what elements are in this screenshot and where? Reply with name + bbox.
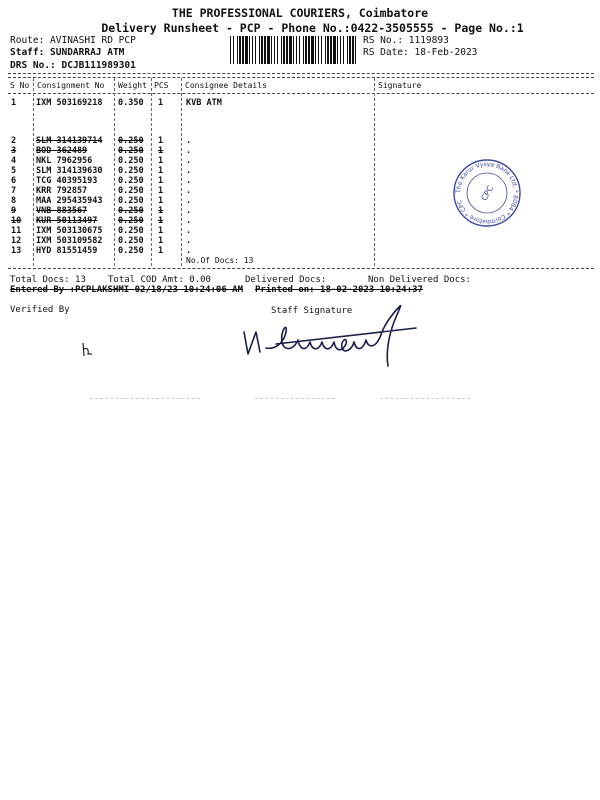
header-pcs: PCS (154, 81, 169, 90)
header-weight: Weight (118, 81, 147, 90)
barcode-bar (296, 36, 297, 64)
cell-weight: 0.350 (118, 98, 144, 108)
cell-weight: 0.250 (118, 146, 144, 156)
cell-sno: 7 (11, 186, 17, 196)
barcode-bar (299, 36, 300, 64)
cell-details: . (186, 146, 192, 156)
cell-details: . (186, 246, 192, 256)
barcode-bar (271, 36, 272, 64)
barcode-bar (325, 36, 326, 64)
barcode-bar (245, 36, 248, 64)
cell-sno: 2 (11, 136, 17, 146)
cell-pcs: 1 (158, 166, 164, 176)
cell-consignment: IXM 503169218 (36, 98, 103, 108)
table-row (0, 98, 600, 109)
cell-details: . (186, 156, 192, 166)
cell-pcs: 1 (158, 176, 164, 186)
barcode-bar (321, 36, 322, 64)
staff-text: Staff: SUNDARRAJ ATM (10, 47, 125, 58)
stamp-text: The Karur Vysya Bank Ltd. * 8084 * Coimbatore * CPC (454, 160, 520, 226)
header-signature: Signature (378, 81, 422, 90)
cell-weight: 0.250 (118, 196, 144, 206)
header-sno: S No (10, 81, 30, 90)
barcode-bar (283, 36, 285, 64)
barcode-bar (230, 36, 231, 64)
cell-details: . (186, 166, 192, 176)
barcode-bar (239, 36, 241, 64)
barcode-bar (277, 36, 278, 64)
barcode-bar (267, 36, 270, 64)
cell-consignment: BOD 362489 (36, 146, 88, 156)
barcode-bar (249, 36, 250, 64)
cell-pcs: 1 (158, 216, 164, 226)
drs-value: DCJB111989301 (61, 60, 136, 71)
route-text: Route: AVINASHI RD PCP (10, 35, 136, 46)
cell-weight: 0.250 (118, 226, 144, 236)
barcode-bar (311, 36, 314, 64)
cell-sno: 4 (11, 156, 17, 166)
cell-details: . (186, 226, 192, 236)
header-consignment: Consignment No (37, 81, 105, 90)
cell-sno: 5 (11, 166, 17, 176)
cell-details: . (186, 196, 192, 206)
cell-weight: 0.250 (118, 216, 144, 226)
cell-pcs: 1 (158, 236, 164, 246)
barcode-bar (347, 36, 348, 64)
cell-consignment: MAA 295435943 (36, 196, 103, 206)
runsheet-subtitle: Delivery Runsheet - PCP - Phone No.:0422-3505555 - Page No.:1 (101, 21, 524, 35)
barcode-bar (308, 36, 310, 64)
cell-sno: 6 (11, 176, 17, 186)
cell-sno: 11 (11, 226, 22, 236)
barcode-bar (281, 36, 282, 64)
verifier-initials (80, 340, 100, 360)
cell-pcs: 1 (158, 146, 164, 156)
rs-number: RS No.: 1119893 (363, 35, 449, 46)
cell-pcs: 1 (158, 196, 164, 206)
scan-artifact (380, 398, 470, 399)
cell-sno: 9 (11, 206, 17, 216)
total-cod: Total COD Amt: 0.00 (108, 275, 211, 285)
cell-weight: 0.250 (118, 206, 144, 216)
divider (8, 77, 594, 78)
barcode-bar (289, 36, 292, 64)
cell-sno: 13 (11, 246, 22, 256)
cell-consignment: HYD 81551459 (36, 246, 98, 256)
barcode-bar (264, 36, 266, 64)
cell-weight: 0.250 (118, 186, 144, 196)
barcode-bar (340, 36, 341, 64)
cell-details: . (186, 136, 192, 146)
table-row (0, 246, 600, 257)
entered-by: Entered By :PCPLAKSHMI 02/18/23 10:24:06 AM (10, 285, 243, 295)
cell-weight: 0.250 (118, 246, 144, 256)
barcode-bar (286, 36, 288, 64)
cell-details: . (186, 216, 192, 226)
cell-details: KVB ATM (186, 98, 222, 108)
no-of-docs: No.Of Docs: 13 (186, 256, 254, 265)
divider (8, 73, 594, 74)
cell-consignment: VNB 883567 (36, 206, 88, 216)
non-delivered-docs: Non Delivered Docs: (368, 275, 471, 285)
barcode-bar (237, 36, 238, 64)
barcode-bar (315, 36, 316, 64)
cell-pcs: 1 (158, 156, 164, 166)
scan-artifact (255, 398, 335, 399)
cell-weight: 0.250 (118, 136, 144, 146)
printed-on: Printed on: 18-02-2023 10:24:37 (255, 285, 423, 295)
cell-consignment: TCG 40395193 (36, 176, 98, 186)
cell-pcs: 1 (158, 206, 164, 216)
barcode-bar (261, 36, 263, 64)
divider (8, 93, 594, 94)
cell-consignment: SLM 314139714 (36, 136, 103, 146)
cell-details: . (186, 206, 192, 216)
cell-sno: 1 (11, 98, 17, 108)
barcode-bar (255, 36, 256, 64)
cell-weight: 0.250 (118, 166, 144, 176)
scan-artifact (90, 398, 200, 399)
cell-weight: 0.250 (118, 176, 144, 186)
cell-pcs: 1 (158, 226, 164, 236)
barcode-bar (233, 36, 234, 64)
total-docs: Total Docs: 13 (10, 275, 86, 285)
cell-details: . (186, 176, 192, 186)
cell-consignment: KRR 792857 (36, 186, 88, 196)
barcode-bar (355, 36, 356, 64)
verified-by-label: Verified By (10, 305, 70, 315)
barcode-bar (330, 36, 332, 64)
svg-text:CPC: CPC (479, 184, 496, 203)
drs-label: DRS No.: (10, 60, 56, 71)
rs-date: RS Date: 18-Feb-2023 (363, 47, 478, 58)
cell-pcs: 1 (158, 136, 164, 146)
cell-weight: 0.250 (118, 236, 144, 246)
cell-sno: 12 (11, 236, 22, 246)
cell-consignment: NKL 7962956 (36, 156, 93, 166)
cell-consignment: SLM 314139630 (36, 166, 103, 176)
cell-details: . (186, 186, 192, 196)
cell-pcs: 1 (158, 186, 164, 196)
cell-sno: 10 (11, 216, 22, 226)
staff-signature-label: Staff Signature (271, 306, 353, 316)
cell-pcs: 1 (158, 246, 164, 256)
barcode-bar (305, 36, 307, 64)
drs-number (10, 60, 136, 71)
staff-signature (236, 292, 436, 372)
cell-consignment: IXM 503109582 (36, 236, 103, 246)
barcode-bar (349, 36, 351, 64)
barcode-bar (259, 36, 260, 64)
cell-pcs: 1 (158, 98, 164, 108)
barcode-bar (318, 36, 319, 64)
barcode-bar (352, 36, 354, 64)
barcode-bar (327, 36, 329, 64)
barcode-bar (274, 36, 275, 64)
delivered-docs: Delivered Docs: (245, 275, 327, 285)
cell-consignment: KUR 50113497 (36, 216, 98, 226)
header-consignee: Consignee Details (185, 81, 267, 90)
cell-weight: 0.250 (118, 156, 144, 166)
divider (8, 268, 594, 269)
barcode (230, 36, 356, 64)
barcode-bar (343, 36, 344, 64)
cell-details: . (186, 236, 192, 246)
bank-stamp (452, 158, 522, 228)
company-title: THE PROFESSIONAL COURIERS, Coimbatore (171, 6, 429, 20)
barcode-bar (333, 36, 336, 64)
cell-consignment: IXM 503130675 (36, 226, 103, 236)
barcode-bar (293, 36, 294, 64)
barcode-bar (303, 36, 304, 64)
barcode-bar (242, 36, 244, 64)
cell-sno: 8 (11, 196, 17, 206)
cell-sno: 3 (11, 146, 17, 156)
barcode-bar (252, 36, 253, 64)
barcode-bar (337, 36, 338, 64)
